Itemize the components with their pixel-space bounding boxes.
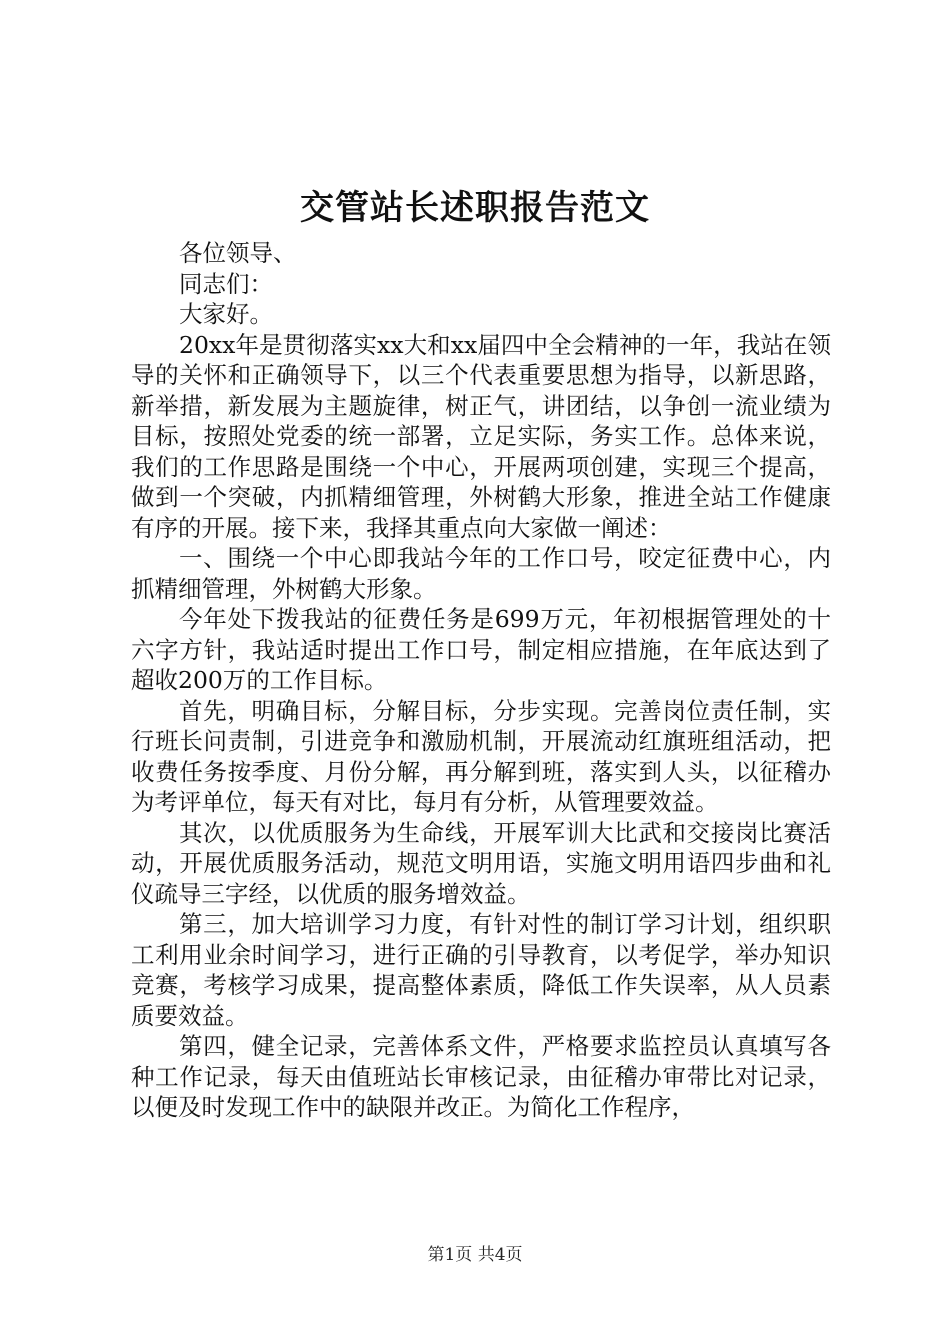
salutation-leaders: 各位领导、 [179,239,297,267]
paragraph-second: 其次，以优质服务为生命线，开展军训大比武和交接岗比赛活动，开展优质服务活动，规范文明用语，实施文明用语四步曲和礼仪疏导三字经，以优质的服务增效益。 [131,818,831,908]
paragraph-task: 今年处下拨我站的征费任务是699万元，年初根据管理处的十六字方针，我站适时提出工作口号，制定相应措施，在年底达到了超收200万的工作目标。 [131,605,831,694]
paragraph-fourth: 第四，健全记录，完善体系文件，严格要求监控员认真填写各种工作记录，每天由值班站长审核记录，由征稽办审带比对记录，以便及时发现工作中的缺限并改正。为简化工作程序， [131,1032,831,1121]
page-footer: 第1页 共4页 [427,1245,523,1265]
paragraph-intro: 20xx年是贯彻落实xx大和xx届四中全会精神的一年，我站在领导的关怀和正确领导下，以三个代表重要思想为指导，以新思路，新举措，新发展为主题旋律，树正气，讲团结，以争创一流业绩为目标，按照处党委的统一部署，立足实际，务实工作。总体来说，我们的工作思路是围绕一个中心，开展两项创建，实现三个提高，做到一个突破，内抓精细管理，外树鹤大形象，推进全站工作健康有序的开展。接下来，我择其重点向大家做一阐述： [131,330,831,542]
greeting: 大家好。 [179,300,273,328]
paragraph-third: 第三，加大培训学习力度，有针对性的制订学习计划，组织职工利用业余时间学习，进行正确的引导教育，以考促学，举办知识竞赛，考核学习成果，提高整体素质，降低工作失误率，从人员素质要效益。 [131,910,831,1030]
document-title: 交管站长述职报告范文 [300,188,650,228]
paragraph-section-one: 一、围绕一个中心即我站今年的工作口号，咬定征费中心，内抓精细管理，外树鹤大形象。 [131,544,831,603]
paragraph-first: 首先，明确目标，分解目标，分步实现。完善岗位责任制，实行班长问责制，引进竞争和激励机制，开展流动红旗班组活动，把收费任务按季度、月份分解，再分解到班，落实到人头，以征稽办为考评单位，每天有对比，每月有分析，从管理要效益。 [131,696,831,816]
salutation-comrades: 同志们： [179,269,273,298]
document-body [131,238,831,1123]
